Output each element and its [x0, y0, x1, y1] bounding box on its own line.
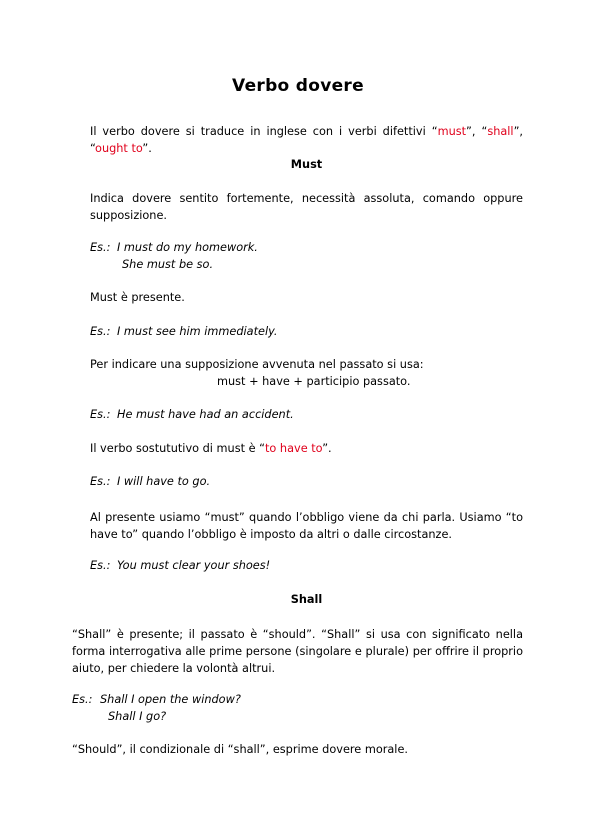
- highlight-to-have-to: to have to: [265, 442, 323, 455]
- highlight-ought-to: ought to: [95, 142, 143, 155]
- intro-text: ”, “: [466, 125, 488, 138]
- example-sentence: He must have had an accident.: [117, 408, 294, 421]
- should-note: “Should”, il condizionale di “shall”, esprime dovere morale.: [72, 743, 408, 756]
- past-supposition-note: Per indicare una supposizione avvenuta nel passato si usa:: [90, 358, 424, 371]
- example-sentence: Shall I go?: [108, 710, 167, 723]
- example-label: Es.:: [90, 559, 111, 572]
- example-sentence: I must see him immediately.: [117, 325, 278, 338]
- substitute-text: ”.: [322, 442, 332, 455]
- example-label: Es.:: [90, 408, 111, 421]
- formula: must + have + participio passato.: [217, 375, 411, 388]
- intro-text: Il verbo dovere si traduce in inglese con i verbi difettivi “: [90, 125, 438, 138]
- must-usage-paragraph: Al presente usiamo “must” quando l’obbligo viene da chi parla. Usiamo “to have to” quando l’obbligo è imposto da altri o dalle circostanze.: [90, 511, 523, 541]
- section-heading-must: Must: [290, 158, 323, 171]
- example-sentence: I must do my homework.: [117, 241, 258, 254]
- page-title: Verbo dovere: [232, 76, 364, 96]
- must-definition: Indica dovere sentito fortemente, necessità assoluta, comando oppure supposizione.: [90, 192, 523, 222]
- intro-text: ”.: [142, 142, 152, 155]
- example-sentence: She must be so.: [122, 258, 214, 271]
- must-present-note: Must è presente.: [90, 291, 185, 304]
- example-label: Es.:: [72, 693, 93, 706]
- highlight-shall: shall: [487, 125, 514, 138]
- intro-text: ”, “: [90, 125, 524, 155]
- example-label: Es.:: [90, 241, 111, 254]
- section-heading-shall: Shall: [290, 593, 323, 606]
- substitute-text: Il verbo sostututivo di must è “: [90, 442, 265, 455]
- example-label: Es.:: [90, 325, 111, 338]
- example-sentence: I will have to go.: [117, 475, 211, 488]
- example-label: Es.:: [90, 475, 111, 488]
- example-sentence: Shall I open the window?: [100, 693, 241, 706]
- shall-description: “Shall” è presente; il passato è “should”. “Shall” si usa con significato nella forma interrogativa alle prime persone (singolare e plurale) per offrire il proprio aiuto, per chiedere la volontà altrui.: [72, 628, 523, 675]
- example-sentence: You must clear your shoes!: [117, 559, 271, 572]
- highlight-must: must: [437, 125, 467, 138]
- intro-paragraph: [90, 123, 523, 157]
- substitute-verb-note: [90, 442, 332, 455]
